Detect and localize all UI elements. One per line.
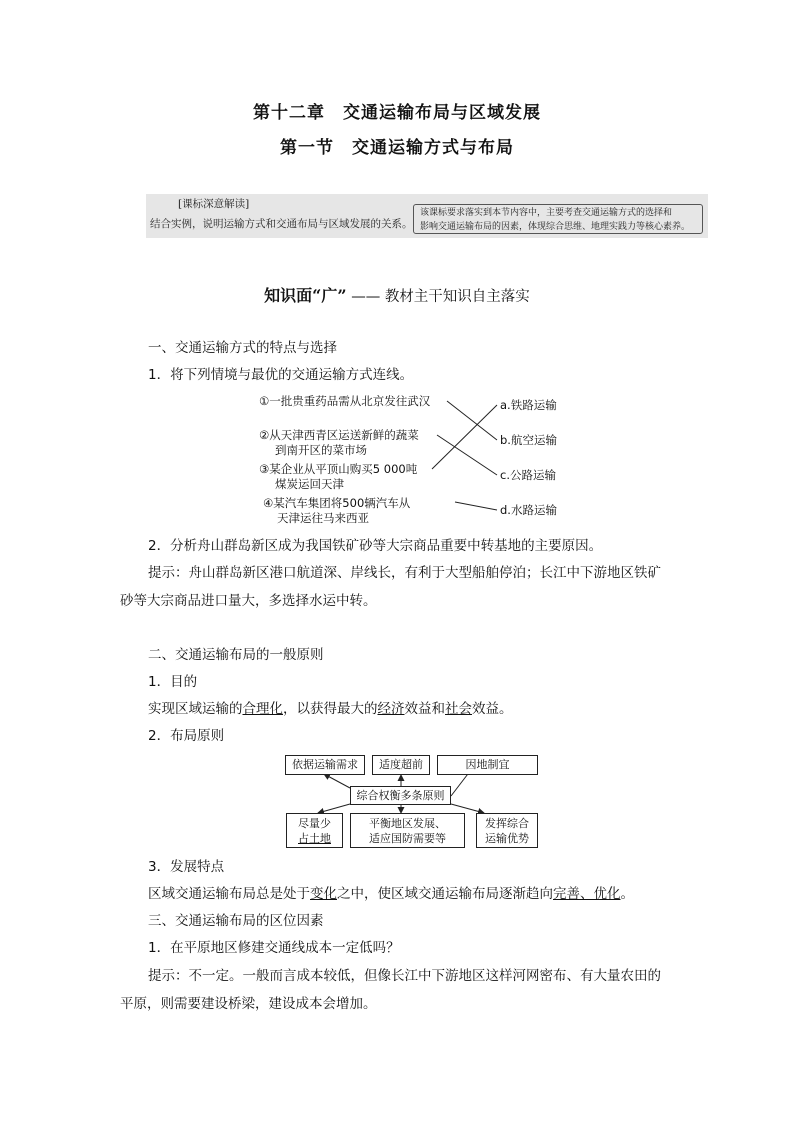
purpose-text-a: 实现区域运输的: [148, 701, 243, 717]
part1-question1: 1．将下列情境与最优的交通运输方式连线。: [148, 367, 414, 383]
match-left-4-line1: ④某汽车集团将500辆汽车从: [263, 496, 411, 510]
knowledge-header-dash: ——: [351, 289, 381, 305]
standard-box-line1: 该课标要求落实到本节内容中，主要考查交通运输方式的选择和: [420, 208, 673, 218]
feature-text-c: 。: [620, 886, 634, 902]
purpose-underline-3: 社会: [445, 701, 472, 717]
principle-center: 综合权衡多条原则: [350, 786, 451, 805]
principle-integrated-line2: 运输优势: [485, 832, 529, 845]
principle-balance: [350, 813, 465, 848]
match-right-a: a.铁路运输: [500, 398, 557, 412]
part2-sub1: 1．目的: [148, 674, 198, 690]
standard-text: 结合实例，说明运输方式和交通布局与区域发展的关系。: [150, 218, 413, 230]
knowledge-header-text: 教材主干知识自主落实: [384, 289, 530, 305]
principle-land-line2: 占土地: [298, 832, 331, 845]
feature-underline-1: 变化: [310, 886, 337, 902]
purpose-underline-2: 经济: [377, 701, 405, 717]
match-left-2-line1: ②从天津西青区运送新鲜的蔬菜: [259, 428, 419, 442]
match-right-c: c.公路运输: [500, 468, 556, 482]
principle-local: 因地制宜: [437, 755, 538, 775]
purpose-text-c: 效益和: [404, 701, 445, 717]
part1-heading: 一、交通运输方式的特点与选择: [148, 340, 337, 356]
match-left-4-line2: 天津运往马来西亚: [277, 511, 369, 525]
part2-sub2: 2．布局原则: [148, 728, 225, 744]
part2-feature: [148, 884, 634, 904]
part1-question2: 2．分析舟山群岛新区成为我国铁矿砂等大宗商品重要中转基地的主要原因。: [148, 538, 603, 554]
match-left-3-line2: 煤炭运回天津: [275, 477, 344, 491]
principle-integrated: [476, 813, 538, 848]
knowledge-header-bold: 知识面“广”: [264, 286, 347, 305]
principle-land-line1: 尽量少: [298, 817, 331, 830]
purpose-text-d: 效益。: [472, 701, 513, 717]
part3-hint-line2: 平原，则需要建设桥梁，建设成本会增加。: [120, 996, 377, 1012]
purpose-text-b: ，以获得最大的: [283, 701, 378, 717]
principle-integrated-line1: 发挥综合: [485, 817, 529, 830]
part3-hint-line1: 提示：不一定。一般而言成本较低，但像长江中下游地区这样河网密布、有大量农田的: [148, 968, 661, 984]
principle-land: [286, 813, 343, 848]
feature-text-a: 区域交通运输布局总是处于: [148, 886, 310, 902]
part3-question1: 1．在平原地区修建交通线成本一定低吗？: [148, 940, 400, 956]
match-right-d: d.水路运输: [500, 503, 557, 517]
principle-balance-line2: 适应国防需要等: [369, 832, 446, 845]
standard-box-line2: 影响交通运输布局的因素，体现综合思维、地理实践力等核心素养。: [420, 222, 691, 232]
standard-tag: [课标深意解读]: [178, 198, 250, 210]
part2-heading: 二、交通运输布局的一般原则: [148, 647, 324, 663]
principle-advance: 适度超前: [372, 755, 430, 775]
principle-demand: 依据运输需求: [285, 755, 365, 775]
match-left-2-line2: 到南开区的菜市场: [275, 443, 367, 457]
purpose-underline-1: 合理化: [242, 701, 283, 717]
principle-balance-line1: 平衡地区发展、: [369, 817, 446, 830]
match-right-b: b.航空运输: [500, 433, 557, 447]
match-left-1-line1: ①一批贵重药品需从北京发往武汉: [259, 394, 431, 408]
match-left-3-line1: ③某企业从平顶山购买5 000吨: [259, 462, 418, 476]
section-title: 第一节 交通运输方式与布局: [280, 138, 514, 158]
feature-underline-2: 完善、优化: [553, 886, 621, 902]
part1-hint-line2: 砂等大宗商品进口量大，多选择水运中转。: [120, 593, 377, 609]
part2-sub3: 3．发展特点: [148, 859, 225, 875]
part3-heading: 三、交通运输布局的区位因素: [148, 913, 324, 929]
feature-text-b: 之中，使区域交通运输布局逐渐趋向: [337, 886, 553, 902]
chapter-title: 第十二章 交通运输布局与区域发展: [253, 103, 541, 123]
part1-hint-line1: 提示：舟山群岛新区港口航道深、岸线长，有利于大型船舶停泊；长江中下游地区铁矿: [148, 565, 661, 581]
